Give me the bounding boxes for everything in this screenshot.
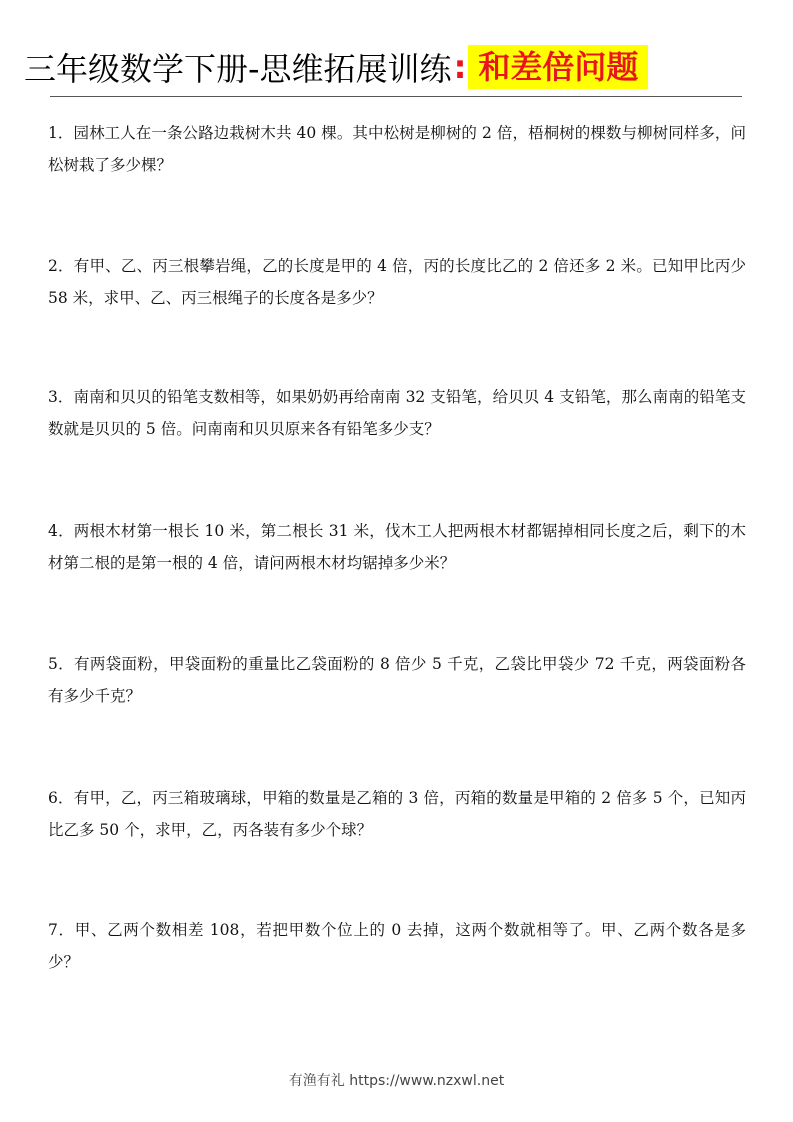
problem-6: 6．有甲，乙，丙三箱玻璃球，甲箱的数量是乙箱的 3 倍，丙箱的数量是甲箱的 2 倍多 5 个，已知丙比乙多 50 个，求甲，乙，丙各装有多少个球？ <box>48 789 746 839</box>
title-colon: : <box>453 48 467 86</box>
problem-4: 4．两根木材第一根长 10 米，第二根长 31 米，伐木工人把两根木材都锯掉相同长度之后，剩下的木材第二根的是第一根的 4 倍，请问两根木材均锯掉多少米？ <box>48 522 746 572</box>
topic-highlight: 和差倍问题 <box>468 45 648 89</box>
problem-7: 7．甲、乙两个数相差 108，若把甲数个位上的 0 去掉，这两个数就相等了。甲、乙两个数各是多少？ <box>48 921 746 971</box>
problem-5: 5．有两袋面粉，甲袋面粉的重量比乙袋面粉的 8 倍少 5 千克，乙袋比甲袋少 72 千克，两袋面粉各有多少千克？ <box>48 655 746 705</box>
header-divider <box>50 96 742 97</box>
problem-2: 2．有甲、乙、丙三根攀岩绳，乙的长度是甲的 4 倍，丙的长度比乙的 2 倍还多 2 米。已知甲比丙少 58 米，求甲、乙、丙三根绳子的长度各是多少？ <box>48 257 746 307</box>
footer-watermark: 有渔有礼 https://www.nzxwl.net <box>288 1073 505 1089</box>
page-title <box>24 42 648 92</box>
title-text: 三年级数学下册-思维拓展训练 <box>24 50 452 88</box>
problem-1: 1．园林工人在一条公路边栽树木共 40 棵。其中松树是柳树的 2 倍，梧桐树的棵数与柳树同样多，问松树栽了多少棵？ <box>48 124 746 174</box>
problem-3: 3．南南和贝贝的铅笔支数相等，如果奶奶再给南南 32 支铅笔，给贝贝 4 支铅笔，那么南南的铅笔支数就是贝贝的 5 倍。问南南和贝贝原来各有铅笔多少支？ <box>48 388 746 438</box>
